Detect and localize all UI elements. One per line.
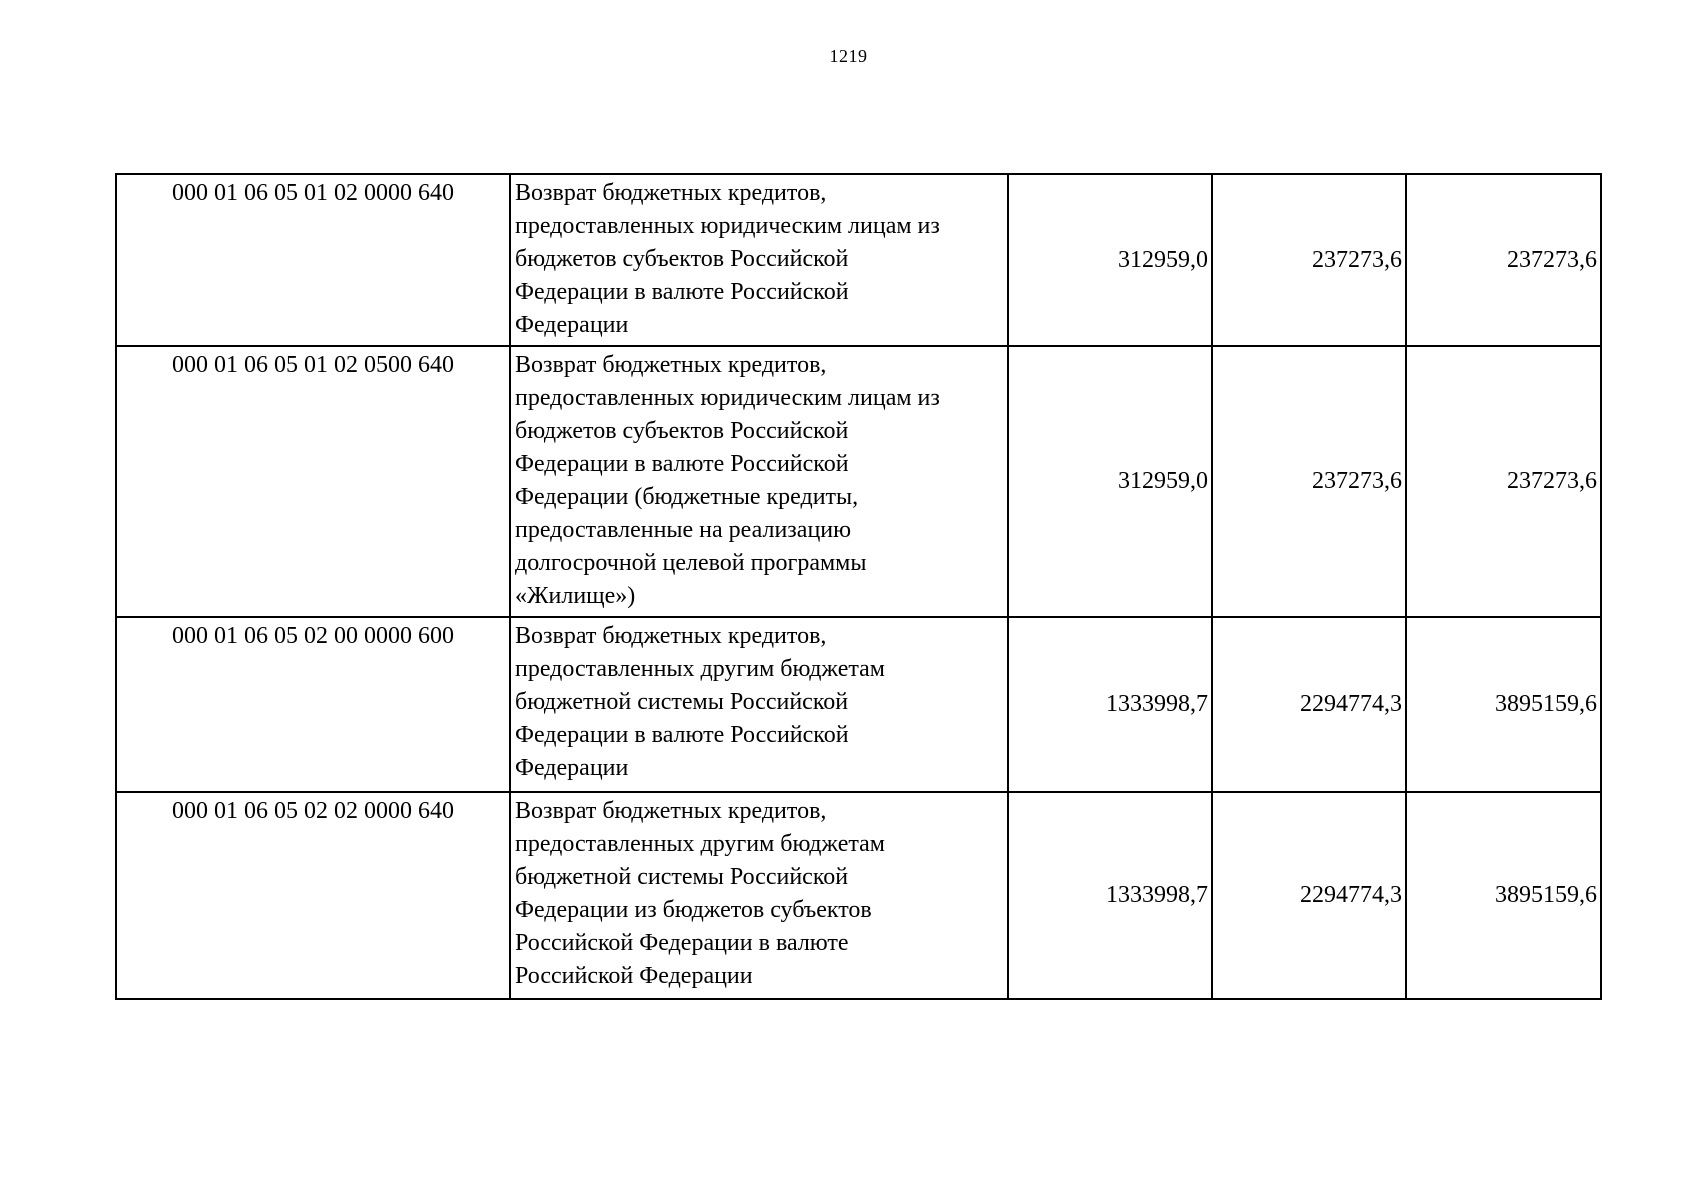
amount-cell-1: 1333998,7 bbox=[1008, 792, 1212, 999]
description-line: Федерации bbox=[515, 755, 629, 781]
page-number: 1219 bbox=[829, 46, 868, 66]
description-cell bbox=[510, 174, 1008, 346]
table-row bbox=[116, 792, 1601, 999]
amount-cell-1: 312959,0 bbox=[1008, 174, 1212, 346]
description-line: Возврат бюджетных кредитов, bbox=[515, 798, 827, 824]
amount-cell-1: 1333998,7 bbox=[1008, 617, 1212, 792]
description-line: Федерации bbox=[515, 312, 629, 338]
amount-cell-2: 2294774,3 bbox=[1212, 617, 1406, 792]
budget-code-cell: 000 01 06 05 02 02 0000 640 bbox=[116, 792, 510, 999]
description-line: Возврат бюджетных кредитов, bbox=[515, 180, 827, 206]
budget-code-cell: 000 01 06 05 02 00 0000 600 bbox=[116, 617, 510, 792]
description-line: бюджетов субъектов Российской bbox=[515, 418, 849, 444]
description-line: предоставленных юридическим лицам из bbox=[515, 213, 940, 239]
description-cell bbox=[510, 617, 1008, 792]
amount-cell-3: 237273,6 bbox=[1406, 346, 1601, 617]
description-line: Федерации в валюте Российской bbox=[515, 722, 849, 748]
description-line: «Жилище») bbox=[515, 583, 636, 609]
amount-cell-2: 237273,6 bbox=[1212, 346, 1406, 617]
amount-cell-3: 237273,6 bbox=[1406, 174, 1601, 346]
amount-cell-2: 237273,6 bbox=[1212, 174, 1406, 346]
amount-cell-3: 3895159,6 bbox=[1406, 792, 1601, 999]
description-line: предоставленных другим бюджетам bbox=[515, 831, 885, 857]
description-line: Федерации в валюте Российской bbox=[515, 451, 849, 477]
description-line: предоставленные на реализацию bbox=[515, 517, 852, 543]
description-line: Федерации в валюте Российской bbox=[515, 279, 849, 305]
description-line: предоставленных другим бюджетам bbox=[515, 656, 885, 682]
description-line: Федерации из бюджетов субъектов bbox=[515, 897, 872, 923]
table-row bbox=[116, 346, 1601, 617]
description-cell bbox=[510, 792, 1008, 999]
amount-cell-1: 312959,0 bbox=[1008, 346, 1212, 617]
table-row bbox=[116, 617, 1601, 792]
description-line: Возврат бюджетных кредитов, bbox=[515, 623, 827, 649]
description-line: бюджетов субъектов Российской bbox=[515, 246, 849, 272]
description-line: бюджетной системы Российской bbox=[515, 689, 849, 715]
budget-code-cell: 000 01 06 05 01 02 0500 640 bbox=[116, 346, 510, 617]
description-line: Федерации (бюджетные кредиты, bbox=[515, 484, 859, 510]
budget-table bbox=[115, 173, 1602, 1000]
description-line: Российской Федерации bbox=[515, 963, 753, 989]
description-line: бюджетной системы Российской bbox=[515, 864, 849, 890]
description-cell bbox=[510, 346, 1008, 617]
description-line: Российской Федерации в валюте bbox=[515, 930, 849, 956]
description-line: предоставленных юридическим лицам из bbox=[515, 385, 940, 411]
table-row bbox=[116, 174, 1601, 346]
description-line: Возврат бюджетных кредитов, bbox=[515, 352, 827, 378]
description-line: долгосрочной целевой программы bbox=[515, 550, 867, 576]
amount-cell-3: 3895159,6 bbox=[1406, 617, 1601, 792]
budget-code-cell: 000 01 06 05 01 02 0000 640 bbox=[116, 174, 510, 346]
amount-cell-2: 2294774,3 bbox=[1212, 792, 1406, 999]
